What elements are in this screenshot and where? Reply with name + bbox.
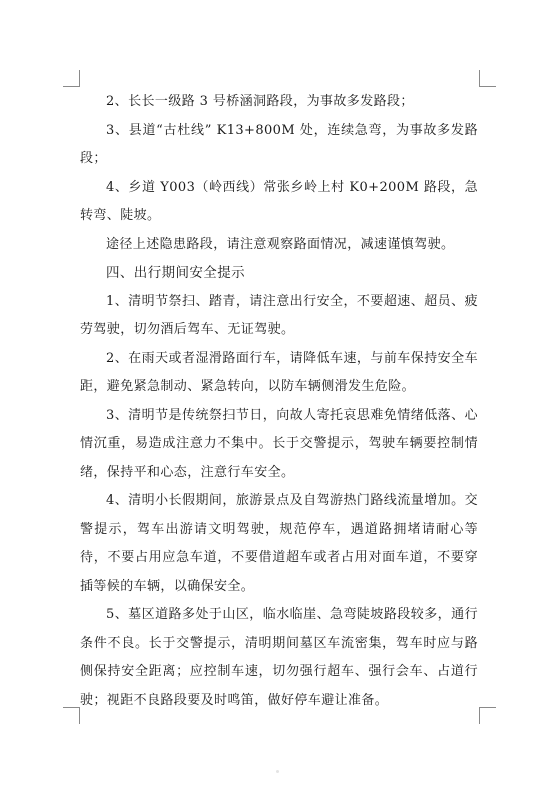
crop-mark-top-right xyxy=(479,70,496,87)
paragraph-tip-3: 3、清明节是传统祭扫节日，向故人寄托哀思难免情绪低落、心情沉重，易造成注意力不集中。长于交警提示，驾驶车辆要控制情绪，保持平和心态，注意行车安全。 xyxy=(80,407,478,480)
paragraph-route-4: 4、乡道 Y003（岭西线）常张乡岭上村 K0+200M 路段，急转弯、陡坡。 xyxy=(80,179,478,223)
crop-mark-bottom-left xyxy=(63,707,80,724)
document-body[interactable] xyxy=(80,88,478,715)
paragraph-route-2: 2、长长一级路 3 号桥涵洞路段，为事故多发路段； xyxy=(106,94,414,109)
paragraph-route-3: 3、县道“古杜线” K13+800M 处，连续急弯，为事故多发路段； xyxy=(80,122,478,166)
paragraph-tip-2: 2、在雨天或者湿滑路面行车，请降低车速，与前车保持安全车距，避免紧急制动、紧急转向，以防车辆侧滑发生危险。 xyxy=(80,350,478,394)
paragraph-caution: 途径上述隐患路段，请注意观察路面情况，减速谨慎驾驶。 xyxy=(106,236,455,252)
paragraph-tip-1: 1、清明节祭扫、踏青，请注意出行安全，不要超速、超员、疲劳驾驶，切勿酒后驾车、无证驾驶。 xyxy=(80,293,478,337)
crop-mark-bottom-right xyxy=(479,707,496,724)
paragraph-tip-4: 4、清明小长假期间，旅游景点及自驾游热门路线流量增加。交警提示，驾车出游请文明驾驶，规范停车，遇道路拥堵请耐心等待，不要占用应急车道，不要借道超车或者占用对面车道，不要穿插等候的车辆，以确保安全。 xyxy=(80,493,478,594)
section-heading-safety-tips: 四、出行期间安全提示 xyxy=(106,265,245,281)
crop-mark-top-left xyxy=(63,70,80,87)
page-footer-dot xyxy=(276,770,279,773)
paragraph-tip-5: 5、墓区道路多处于山区，临水临崖、急弯陡坡路段较多，通行条件不良。长于交警提示，清明期间墓区车流密集，驾车时应与路侧保持安全距离；应控制车速，切勿强行超车、强行会车、占道行驶；视距不良路段要及时鸣笛，做好停车避让准备。 xyxy=(80,607,478,708)
